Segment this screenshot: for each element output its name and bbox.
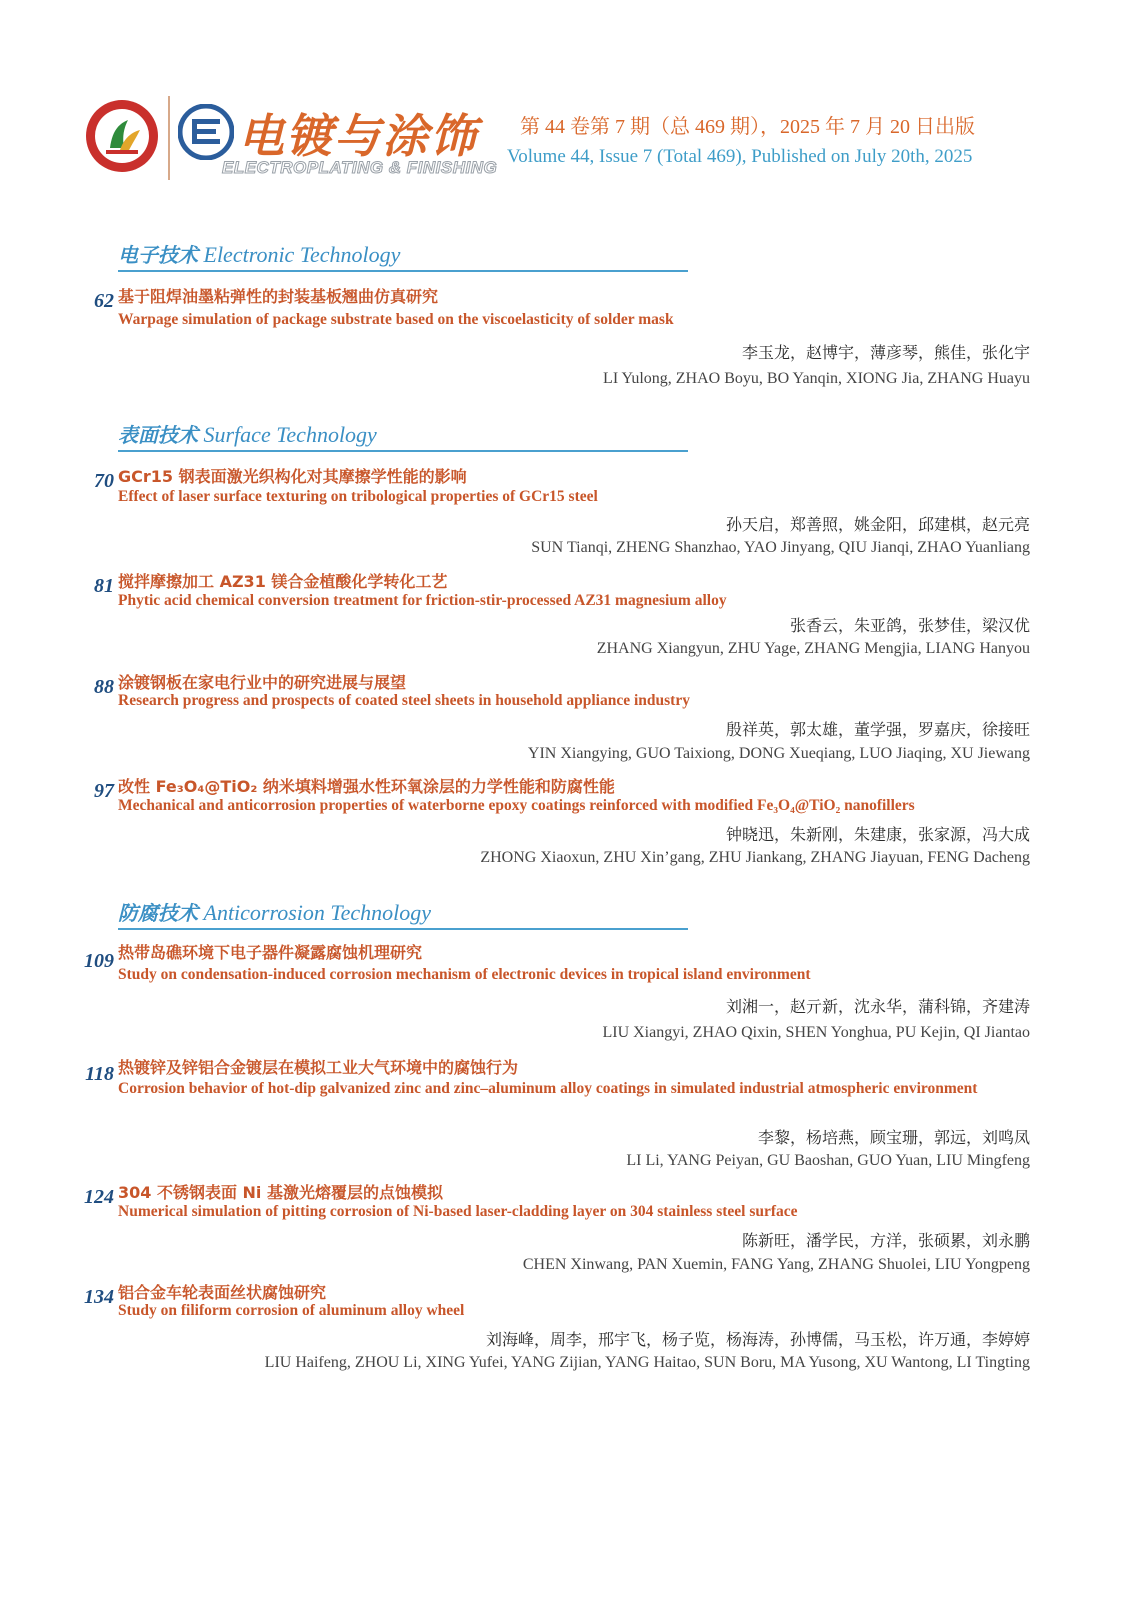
page-number: 62 — [94, 290, 114, 312]
page-number: 88 — [94, 676, 114, 698]
page-number: 70 — [94, 470, 114, 492]
article-authors-en: YIN Xiangying, GUO Taixiong, DONG Xueqiang, LUO Jiaqing, XU Jiewang — [527, 745, 1030, 762]
article-title-en[interactable]: Research progress and prospects of coated steel sheets in household appliance industry — [118, 692, 690, 709]
article-authors-cn: 殷祥英，郭太雄，董学强，罗嘉庆，徐接旺 — [725, 720, 1030, 739]
article-title-en[interactable]: Study on filiform corrosion of aluminum alloy wheel — [118, 1302, 465, 1319]
university-seal-logo — [84, 98, 160, 174]
article-title-cn[interactable]: 基于阻焊油墨粘弹性的封装基板翘曲仿真研究 — [118, 287, 439, 306]
page-number: 124 — [84, 1186, 114, 1208]
article-title-en[interactable]: Phytic acid chemical conversion treatment for friction-stir-processed AZ31 magnesium alloy — [118, 592, 727, 609]
section-title-cn: 表面技术 — [118, 423, 198, 447]
section-title-cn: 防腐技术 — [118, 901, 198, 925]
page-number: 134 — [84, 1286, 114, 1308]
article-authors-cn: 刘海峰，周李，邢宇飞，杨子览，杨海涛，孙博儒，马玉松，许万通，李婷婷 — [485, 1330, 1030, 1349]
section-heading-electronic — [118, 240, 688, 272]
article-authors-cn: 张香云，朱亚鸽，张梦佳，梁汉优 — [789, 616, 1030, 635]
article-authors-en: ZHONG Xiaoxun, ZHU Xin’gang, ZHU Jiankang, ZHANG Jiayuan, FENG Dacheng — [480, 849, 1030, 866]
page-number: 109 — [84, 950, 114, 972]
issue-info-en: Volume 44, Issue 7 (Total 469), Published on July 20th, 2025 — [507, 146, 973, 167]
article-title-cn[interactable]: 涂镀钢板在家电行业中的研究进展与展望 — [118, 673, 407, 692]
article-title-cn[interactable]: 热带岛礁环境下电子器件凝露腐蚀机理研究 — [118, 943, 423, 962]
section-title-en: Electronic Technology — [203, 242, 401, 267]
issue-info-cn: 第 44 卷第 7 期（总 469 期），2025 年 7 月 20 日出版 — [520, 116, 975, 138]
journal-header — [0, 0, 1131, 200]
article-authors-en: LIU Haifeng, ZHOU Li, XING Yufei, YANG Zijian, YANG Haitao, SUN Boru, MA Yusong, XU Wantong, LI Tingting — [264, 1354, 1030, 1371]
article-title-cn[interactable]: GCr15 钢表面激光织构化对其摩擦学性能的影响 — [118, 467, 467, 486]
article-title-en[interactable]: Mechanical and anticorrosion properties of waterborne epoxy coatings reinforced with modified Fe₃O₄@TiO₂ nanofillers — [118, 797, 915, 814]
article-authors-en: LI Yulong, ZHAO Boyu, BO Yanqin, XIONG Jia, ZHANG Huayu — [603, 370, 1030, 387]
page-number: 81 — [94, 575, 114, 597]
article-authors-cn: 李黎，杨培燕，顾宝珊，郭远，刘鸣凤 — [757, 1128, 1030, 1147]
article-authors-en: LIU Xiangyi, ZHAO Qixin, SHEN Yonghua, PU Kejin, QI Jiantao — [602, 1024, 1030, 1041]
section-heading-surface — [118, 420, 688, 452]
journal-title-en: ELECTROPLATING & FINISHING — [222, 158, 498, 177]
page-number: 118 — [85, 1063, 114, 1085]
article-title-en[interactable]: Warpage simulation of package substrate based on the viscoelasticity of solder mask — [118, 311, 674, 328]
section-title-en: Anticorrosion Technology — [203, 900, 432, 925]
article-authors-en: LI Li, YANG Peiyan, GU Baoshan, GUO Yuan, LIU Mingfeng — [626, 1152, 1030, 1169]
article-authors-cn: 李玉龙，赵博宇，薄彦琴，熊佳，张化宇 — [741, 343, 1030, 362]
article-authors-cn: 陈新旺，潘学民，方洋，张硕累，刘永鹏 — [741, 1231, 1030, 1250]
article-title-en[interactable]: Numerical simulation of pitting corrosion of Ni-based laser-cladding layer on 304 stainless steel surface — [118, 1203, 798, 1220]
section-title-cn: 电子技术 — [118, 243, 198, 267]
article-authors-cn: 钟晓迅，朱新刚，朱建康，张家源，冯大成 — [725, 825, 1030, 844]
section-heading-anticorrosion — [118, 898, 688, 930]
article-title-cn[interactable]: 搅拌摩擦加工 AZ31 镁合金植酸化学转化工艺 — [118, 572, 448, 591]
header-separator — [168, 96, 170, 180]
journal-title-cn: 电镀与涂饰 — [238, 109, 478, 163]
article-title-cn[interactable]: 铝合金车轮表面丝状腐蚀研究 — [118, 1283, 327, 1302]
article-title-cn[interactable]: 改性 Fe₃O₄@TiO₂ 纳米填料增强水性环氧涂层的力学性能和防腐性能 — [118, 777, 615, 796]
article-authors-en: CHEN Xinwang, PAN Xuemin, FANG Yang, ZHANG Shuolei, LIU Yongpeng — [522, 1256, 1030, 1273]
article-title-en[interactable]: Corrosion behavior of hot-dip galvanized zinc and zinc–aluminum alloy coatings in simulated industrial atmospheric environment — [118, 1080, 978, 1097]
article-authors-cn: 孙天启，郑善照，姚金阳，邱建棋，赵元亮 — [725, 515, 1030, 534]
article-authors-en: ZHANG Xiangyun, ZHU Yage, ZHANG Mengjia, LIANG Hanyou — [596, 640, 1030, 657]
section-title-en: Surface Technology — [203, 422, 377, 447]
article-title-cn[interactable]: 热镀锌及锌铝合金镀层在模拟工业大气环境中的腐蚀行为 — [118, 1058, 519, 1077]
article-authors-cn: 刘湘一，赵亓新，沈永华，蒲科锦，齐建涛 — [725, 997, 1030, 1016]
article-title-en[interactable]: Effect of laser surface texturing on tribological properties of GCr15 steel — [118, 488, 598, 505]
page-number: 97 — [94, 780, 114, 802]
article-title-cn[interactable]: 304 不锈钢表面 Ni 基激光熔覆层的点蚀模拟 — [118, 1183, 443, 1202]
electroplating-e-logo — [178, 104, 234, 160]
article-authors-en: SUN Tianqi, ZHENG Shanzhao, YAO Jinyang, QIU Jianqi, ZHAO Yuanliang — [531, 539, 1030, 556]
article-title-en[interactable]: Study on condensation-induced corrosion mechanism of electronic devices in tropical island environment — [118, 966, 811, 983]
